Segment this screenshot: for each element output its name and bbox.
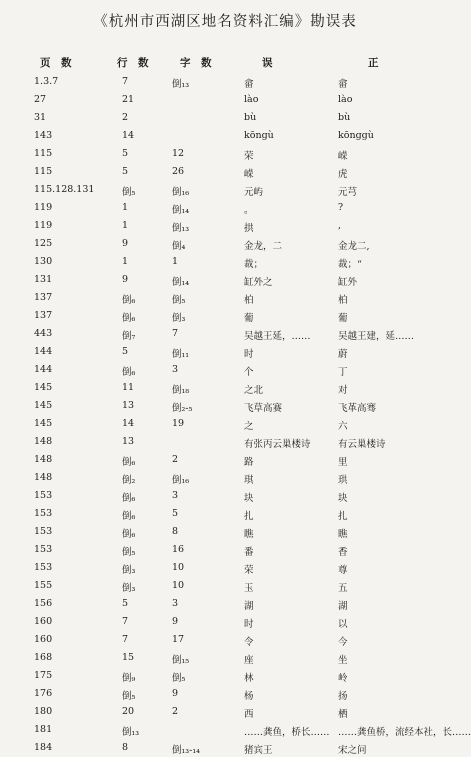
correction-text: ? [338, 202, 344, 213]
page-number: 115.128.131 [34, 184, 95, 195]
page-number: 144 [34, 364, 53, 375]
correction-text: 瞧 [338, 529, 348, 540]
table-row [0, 253, 450, 271]
error-text: 时 [244, 349, 254, 360]
table-row [0, 199, 450, 217]
correction-text: 栖 [338, 709, 348, 720]
error-text: 裁； [244, 259, 264, 270]
correction-text: 里 [338, 457, 348, 468]
correction-text: 葡 [338, 313, 348, 324]
table-row [0, 559, 450, 577]
char-number: 3 [172, 598, 179, 609]
correction-text: bù [338, 112, 351, 123]
table-row [0, 307, 450, 325]
correction-text: 嵘 [338, 151, 348, 162]
page-number: 130 [34, 256, 53, 267]
char-number: 倒₅ [172, 295, 186, 306]
line-number: 1 [122, 220, 129, 231]
error-text: 葡 [244, 313, 254, 324]
line-number: 9 [122, 274, 129, 285]
correction-text: kōnggù [338, 130, 374, 141]
line-number: 9 [122, 238, 129, 249]
char-number: 17 [172, 634, 185, 645]
table-row [0, 541, 450, 559]
line-number: 15 [122, 652, 135, 663]
line-number: 7 [122, 616, 129, 627]
line-number: 8 [122, 742, 129, 753]
line-number: 倒₉ [122, 673, 136, 684]
table-row [0, 73, 450, 91]
error-text: 飞草高赛 [244, 403, 283, 414]
page-number: 181 [34, 724, 53, 735]
char-number: 9 [172, 688, 179, 699]
correction-text: 扬 [338, 691, 348, 702]
table-row [0, 127, 450, 145]
line-number: 倒₆ [122, 493, 136, 504]
error-text: 之 [244, 421, 254, 432]
errata-table [0, 73, 471, 757]
table-row [0, 613, 450, 631]
error-text: 西 [244, 709, 254, 720]
char-number: 3 [172, 490, 179, 501]
page-title: 《杭州市西湖区地名资料汇编》勘误表 [93, 14, 357, 30]
table-row [0, 577, 450, 595]
correction-text: 今 [338, 637, 348, 648]
error-text: 荣 [244, 565, 254, 576]
page-number: 125 [34, 238, 53, 249]
page-number: 153 [34, 526, 53, 537]
table-header [0, 55, 450, 71]
correction-text: 香 [338, 547, 348, 558]
table-row [0, 595, 450, 613]
error-text: ……龚鱼，桥长…… [244, 727, 330, 738]
page-number: 153 [34, 508, 53, 519]
table-row [0, 631, 450, 649]
error-text: 个 [244, 367, 254, 378]
correction-text: 岭 [338, 673, 348, 684]
table-row [0, 145, 450, 163]
page-number: 145 [34, 418, 53, 429]
page-number: 160 [34, 634, 53, 645]
error-text: 之北 [244, 385, 264, 396]
correction-text: , [338, 220, 342, 231]
error-text: kōngù [244, 130, 274, 141]
table-row [0, 739, 450, 757]
page-number: 175 [34, 670, 53, 681]
correction-text: 虎 [338, 169, 348, 180]
table-row [0, 271, 450, 289]
table-row [0, 109, 450, 127]
error-text: lào [244, 94, 259, 105]
line-number: 倒₆ [122, 511, 136, 522]
correction-text: 宋之问 [338, 745, 367, 756]
char-number: 7 [172, 328, 179, 339]
char-number: 2 [172, 454, 179, 465]
line-number: 倒₆ [122, 313, 136, 324]
line-number: 1 [122, 256, 129, 267]
page-number: 145 [34, 400, 53, 411]
table-row [0, 685, 450, 703]
line-number: 5 [122, 598, 129, 609]
char-number: 9 [172, 616, 179, 627]
table-row [0, 649, 450, 667]
error-text: 缸外之 [244, 277, 273, 288]
error-text: 。 [244, 205, 254, 216]
char-number: 倒₁₄ [172, 205, 190, 216]
correction-text: 六 [338, 421, 348, 432]
correction-text: 金龙二, [338, 241, 370, 252]
line-number: 倒₅ [122, 547, 136, 558]
line-number: 14 [122, 130, 135, 141]
page-number: 156 [34, 598, 53, 609]
line-number: 倒₅ [122, 691, 136, 702]
table-row [0, 505, 450, 523]
line-number: 1 [122, 202, 129, 213]
line-number: 11 [122, 382, 135, 393]
error-text: 番 [244, 547, 254, 558]
page-number: 145 [34, 382, 53, 393]
char-number: 倒₁₆ [172, 475, 190, 486]
page-number: 119 [34, 220, 53, 231]
table-row [0, 163, 450, 181]
table-row [0, 523, 450, 541]
line-number: 倒₇ [122, 331, 136, 342]
page-number: 27 [34, 94, 47, 105]
page-number: 137 [34, 292, 53, 303]
correction-text: 对 [338, 385, 348, 396]
error-text: 块 [244, 493, 254, 504]
table-row [0, 235, 450, 253]
header-correction: 正 [368, 57, 379, 69]
correction-text: 湖 [338, 601, 348, 612]
header-page-number: 页 数 [40, 57, 72, 69]
table-row [0, 289, 450, 307]
correction-text: 尊 [338, 565, 348, 576]
correction-text: 块 [338, 493, 348, 504]
error-text: 湖 [244, 601, 254, 612]
table-row [0, 433, 450, 451]
table-row [0, 667, 450, 685]
line-number: 7 [122, 76, 129, 87]
page-number: 143 [34, 130, 53, 141]
char-number: 10 [172, 562, 185, 573]
error-text: 吴越王延，…… [244, 331, 311, 342]
char-number: 倒₁₄ [172, 277, 190, 288]
char-number: 倒₃ [172, 313, 186, 324]
correction-text: 五 [338, 583, 348, 594]
page-number: 155 [34, 580, 53, 591]
line-number: 倒₅ [122, 187, 136, 198]
page-number: 184 [34, 742, 53, 753]
line-number: 14 [122, 418, 135, 429]
page-number: 168 [34, 652, 53, 663]
page-number: 153 [34, 490, 53, 501]
error-text: 琪 [244, 475, 254, 486]
line-number: 倒₃ [122, 583, 136, 594]
line-number: 21 [122, 94, 135, 105]
error-text: 瞧 [244, 529, 254, 540]
line-number: 倒₁₃ [122, 727, 140, 738]
table-row [0, 469, 450, 487]
line-number: 倒₆ [122, 295, 136, 306]
table-row [0, 325, 450, 343]
line-number: 5 [122, 148, 129, 159]
correction-text: 缸外 [338, 277, 358, 288]
table-row [0, 451, 450, 469]
correction-text: 珙 [338, 475, 348, 486]
header-error: 误 [262, 57, 273, 69]
line-number: 7 [122, 634, 129, 645]
table-row [0, 181, 450, 199]
error-text: 路 [244, 457, 254, 468]
line-number: 倒₂ [122, 475, 136, 486]
page-number: 1.3.7 [34, 76, 59, 87]
table-row [0, 361, 450, 379]
error-text: 杨 [244, 691, 254, 702]
header-line-number: 行 数 [117, 57, 149, 69]
line-number: 13 [122, 400, 135, 411]
line-number: 13 [122, 436, 135, 447]
char-number: 倒₅ [172, 673, 186, 684]
line-number: 倒₆ [122, 529, 136, 540]
line-number: 倒₆ [122, 367, 136, 378]
char-number: 倒₁₆ [172, 187, 190, 198]
char-number: 倒₁₃-₁₄ [172, 745, 200, 756]
correction-text: 蔚 [338, 349, 348, 360]
correction-text: 元芎 [338, 187, 358, 198]
error-text: 元屿 [244, 187, 264, 198]
correction-text: 坐 [338, 655, 348, 666]
correction-text: lào [338, 94, 353, 105]
page-number: 115 [34, 148, 53, 159]
char-number: 5 [172, 508, 179, 519]
page-number: 115 [34, 166, 53, 177]
page-number: 148 [34, 454, 53, 465]
correction-text: 以 [338, 619, 348, 630]
error-text: 柏 [244, 295, 254, 306]
page-number: 144 [34, 346, 53, 357]
page-number: 131 [34, 274, 53, 285]
error-text: 林 [244, 673, 254, 684]
page-number: 443 [34, 328, 53, 339]
char-number: 倒₁₈ [172, 385, 190, 396]
table-row [0, 397, 450, 415]
char-number: 倒₂-₅ [172, 403, 193, 414]
correction-text: 畲 [338, 79, 348, 90]
char-number: 26 [172, 166, 185, 177]
page-number: 160 [34, 616, 53, 627]
error-text: 令 [244, 637, 254, 648]
char-number: 12 [172, 148, 185, 159]
page-number: 153 [34, 562, 53, 573]
table-row [0, 703, 450, 721]
page-number: 148 [34, 436, 53, 447]
page-number: 148 [34, 472, 53, 483]
char-number: 倒₁₁ [172, 349, 190, 360]
line-number: 5 [122, 346, 129, 357]
table-row [0, 415, 450, 433]
correction-text: 裁；“ [338, 259, 362, 270]
correction-text: ……龚鱼桥，流经本社，长…… [338, 727, 471, 738]
table-row [0, 487, 450, 505]
error-text: 玉 [244, 583, 254, 594]
line-number: 5 [122, 166, 129, 177]
error-text: 扎 [244, 511, 254, 522]
error-text: 座 [244, 655, 254, 666]
table-row [0, 379, 450, 397]
char-number: 10 [172, 580, 185, 591]
char-number: 倒₁₃ [172, 223, 190, 234]
correction-text: 吴越王建，延…… [338, 331, 415, 342]
error-text: 时 [244, 619, 254, 630]
page-number: 153 [34, 544, 53, 555]
char-number: 倒₁₃ [172, 79, 190, 90]
page-number: 31 [34, 112, 47, 123]
table-row [0, 217, 450, 235]
error-text: 畲 [244, 79, 254, 90]
error-text: 荣 [244, 151, 254, 162]
error-text: 猪宾王 [244, 745, 273, 756]
error-text: 嵘 [244, 169, 254, 180]
correction-text: 丁 [338, 367, 348, 378]
page-number: 119 [34, 202, 53, 213]
char-number: 倒₁₅ [172, 655, 190, 666]
line-number: 2 [122, 112, 129, 123]
table-row [0, 721, 471, 739]
page-number: 180 [34, 706, 53, 717]
correction-text: 扎 [338, 511, 348, 522]
table-row [0, 343, 450, 361]
char-number: 8 [172, 526, 179, 537]
error-text: 拱 [244, 223, 254, 234]
correction-text: 柏 [338, 295, 348, 306]
correction-text: 飞革高骞 [338, 403, 377, 414]
page-number: 137 [34, 310, 53, 321]
char-number: 16 [172, 544, 185, 555]
page-number: 176 [34, 688, 53, 699]
char-number: 2 [172, 706, 179, 717]
char-number: 3 [172, 364, 179, 375]
correction-text: 有云巢楼诗 [338, 439, 386, 450]
line-number: 倒₆ [122, 457, 136, 468]
error-text: 有张丙云巢楼诗 [244, 439, 311, 450]
char-number: 倒₄ [172, 241, 186, 252]
table-row [0, 91, 450, 109]
char-number: 1 [172, 256, 179, 267]
error-text: 金龙，二 [244, 241, 283, 252]
header-char-number: 字 数 [180, 57, 212, 69]
line-number: 20 [122, 706, 135, 717]
error-text: bù [244, 112, 257, 123]
line-number: 倒₃ [122, 565, 136, 576]
char-number: 19 [172, 418, 185, 429]
